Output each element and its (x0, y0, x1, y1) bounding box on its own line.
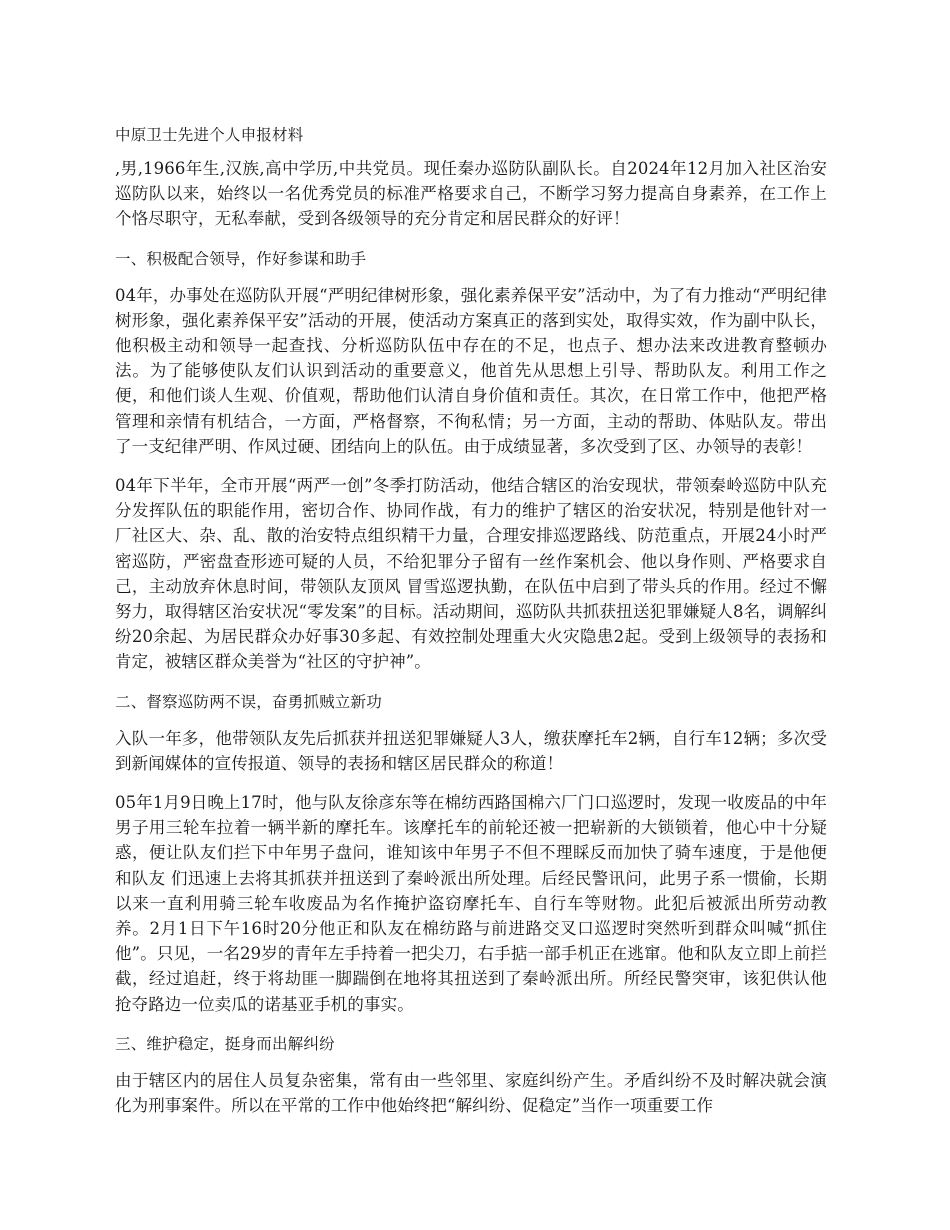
section-3-paragraph-1: 由于辖区内的居住人员复杂密集，常有由一些邻里、家庭纠纷产生。矛盾纠纷不及时解决就会演化为刑事案件。所以在平常的工作中他始终把“解纠纷、促稳定”当作一项重要工作 (115, 1070, 827, 1116)
section-1-paragraph-2: 04年下半年，全市开展“两严一创”冬季打防活动，他结合辖区的治安现状，带领秦岭巡防中队充分发挥队伍的职能作用，密切合作、协同作战，有力的维护了辖区的治安状况，特别是他针对一厂社区大、杂、乱、散的治安特点组织精干力量，合理安排巡逻路线、防范重点，开展24小时严密巡防，严密盘查形迹可疑的人员，不给犯罪分子留有一丝作案机会、他以身作则、严格要求自己，主动放弃休息时间，带领队友顶风 冒雪巡逻执勤，在队伍中启到了带头兵的作用。经过不懈努力，取得辖区治安状况“零发案”的目标。活动期间，巡防队共抓获扭送犯罪嫌疑人8名，调解纠纷20余起、为居民群众办好事30多起、有效控制处理重大火灾隐患2起。受到上级领导的表扬和肯定，被辖区群众美誉为“社区的守护神”。 (115, 476, 827, 672)
section-heading-2: 二、督察巡防两不误，奋勇抓贼立新功 (115, 692, 382, 711)
document-page (115, 122, 827, 1132)
section-heading-3: 三、维护稳定，挺身而出解纠纷 (115, 1034, 335, 1053)
document-title: 中原卫士先进个人申报材料 (115, 126, 304, 144)
intro-paragraph: ,男,1966年生,汉族,高中学历,中共党员。现任秦办巡防队副队长。自2024年12月加入社区治安巡防队以来，始终以一名优秀党员的标准严格要求自己，不断学习努力提高自身素养，在工作上个恪尽职守，无私奉献，受到各级领导的充分肯定和居民群众的好评！ (115, 159, 827, 229)
section-2-paragraph-1: 入队一年多，他带领队友先后抓获并扭送犯罪嫌疑人3人，缴获摩托车2辆，自行车12辆；多次受到新闻媒体的宣传报道、领导的表扬和辖区居民群众的称道！ (115, 728, 827, 773)
section-heading-1: 一、积极配合领导，作好参谋和助手 (115, 249, 367, 268)
section-1-paragraph-1: 04年，办事处在巡防队开展“严明纪律树形象，强化素养保平安”活动中，为了有力推动“严明纪律树形象，强化素养保平安”活动的开展，使活动方案真正的落到实处，取得实效，作为副中队长，他积极主动和领导一起查找、分析巡防队伍中存在的不足，也点子、想办法来改进教育整顿办法。为了能够使队友们认识到活动的重要意义，他首先从思想上引导、帮助队友。利用工作之便，和他们谈人生观、价值观，帮助他们认清自身价值和责任。其次，在日常工作中，他把严格管理和亲情有机结合，一方面，严格督察，不徇私情；另一方面，主动的帮助、体贴队友。带出了一支纪律严明、作风过硬、团结向上的队伍。由于成绩显著，多次受到了区、办领导的表彰！ (115, 285, 827, 456)
section-2-paragraph-2: 05年1月9日晚上17时，他与队友徐彦东等在棉纺西路国棉六厂门口巡逻时，发现一收废品的中年男子用三轮车拉着一辆半新的摩托车。该摩托车的前轮还被一把崭新的大锁锁着，他心中十分疑惑，便让队友们拦下中年男子盘问，谁知该中年男子不但不理睬反而加快了骑车速度，于是他便和队友 们迅速上去将其抓获并扭送到了秦岭派出所处理。后经民警讯问，此男子系一惯偷，长期以来一直利用骑三轮车收废品为名作掩护盗窃摩托车、自行车等财物。此犯后被派出所劳动教养。2月1日下午16时20分他正和队友在棉纺路与前进路交叉口巡逻时突然听到群众叫喊“抓住他”。只见，一名29岁的青年左手持着一把尖刀，右手掂一部手机正在逃窜。他和队友立即上前拦截，经过追赶，终于将劫匪一脚踹倒在地将其扭送到了秦岭派出所。所经民警突审，该犯供认他抢夺路边一位卖瓜的诺基亚手机的事实。 (115, 793, 827, 1014)
